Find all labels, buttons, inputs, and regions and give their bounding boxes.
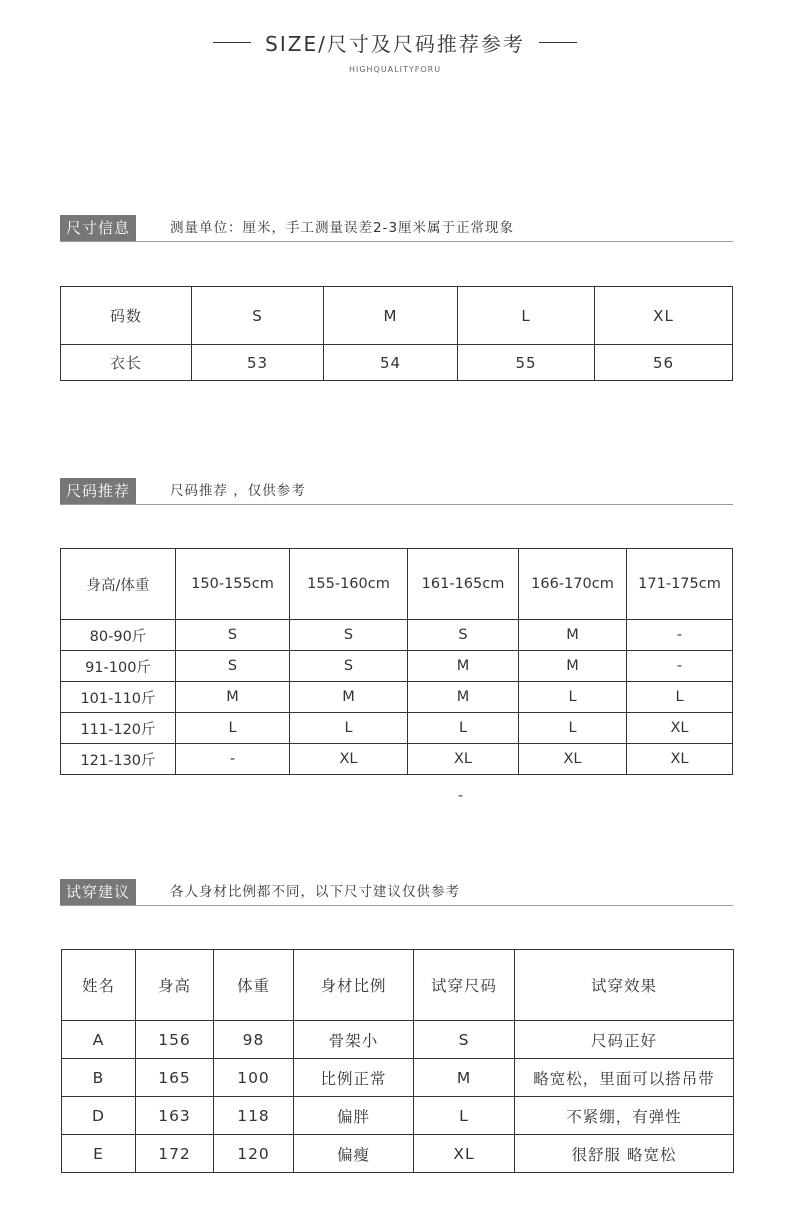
- table-header-cell: 161-165cm: [408, 549, 519, 620]
- table-cell: XL: [627, 744, 733, 775]
- title-right-rule: [539, 42, 577, 43]
- size-recommend-table: [60, 548, 733, 775]
- table-cell: 101-110斤: [61, 682, 176, 713]
- table-header-cell: 身高/体重: [61, 549, 176, 620]
- table-cell: XL: [290, 744, 408, 775]
- table-cell: 56: [595, 345, 733, 381]
- table-cell: L: [627, 682, 733, 713]
- table-header-cell: M: [324, 287, 458, 345]
- table-cell: S: [176, 620, 290, 651]
- table-cell: 偏胖: [294, 1097, 414, 1135]
- table-cell: 55: [458, 345, 595, 381]
- page-subtitle: HIGHQUALITYFORU: [348, 65, 442, 74]
- table-header-cell: S: [192, 287, 324, 345]
- table-cell: 98: [214, 1021, 294, 1059]
- table-header-row: [61, 549, 733, 620]
- section-size-info-header: [60, 215, 733, 242]
- table-row: [62, 1021, 734, 1059]
- table-header-cell: 171-175cm: [627, 549, 733, 620]
- table-header-cell: 姓名: [62, 950, 136, 1021]
- table-cell: M: [414, 1059, 515, 1097]
- table-header-row: [62, 950, 734, 1021]
- table-cell: XL: [519, 744, 627, 775]
- table-row: [62, 1135, 734, 1173]
- table-row: [61, 744, 733, 775]
- table-cell: L: [290, 713, 408, 744]
- table-header-cell: 试穿尺码: [414, 950, 515, 1021]
- table-cell: M: [519, 651, 627, 682]
- table-row: [61, 713, 733, 744]
- table-cell: L: [408, 713, 519, 744]
- table-row: [61, 682, 733, 713]
- table-cell: 118: [214, 1097, 294, 1135]
- section-try-on-desc: 各人身材比例都不同，以下尺寸建议仅供参考: [170, 884, 460, 900]
- table-row: [62, 1097, 734, 1135]
- table-cell: S: [176, 651, 290, 682]
- table-cell: B: [62, 1059, 136, 1097]
- size-info-table: [60, 286, 733, 381]
- section-size-info-desc: 测量单位：厘米，手工测量误差2-3厘米属于正常现象: [170, 220, 515, 236]
- table-cell: M: [176, 682, 290, 713]
- table-header-cell: L: [458, 287, 595, 345]
- page-title-row: [0, 28, 790, 57]
- table-cell: L: [519, 682, 627, 713]
- table-header-cell: 身材比例: [294, 950, 414, 1021]
- section-size-recommend-tag: 尺码推荐: [60, 478, 136, 504]
- title-left-rule: [213, 42, 251, 43]
- table-cell: 121-130斤: [61, 744, 176, 775]
- table-cell: XL: [627, 713, 733, 744]
- section-size-info-tag: 尺寸信息: [60, 215, 136, 241]
- table-cell: M: [408, 682, 519, 713]
- table-cell: 53: [192, 345, 324, 381]
- table-cell: M: [519, 620, 627, 651]
- table-row: [61, 345, 733, 381]
- try-on-table: [61, 949, 734, 1173]
- table-cell: 100: [214, 1059, 294, 1097]
- table-cell: XL: [414, 1135, 515, 1173]
- table-header-cell: 体重: [214, 950, 294, 1021]
- table-cell: 172: [136, 1135, 214, 1173]
- page-header: [0, 28, 790, 74]
- table-header-cell: XL: [595, 287, 733, 345]
- table-cell: S: [290, 620, 408, 651]
- table-header-cell: 试穿效果: [515, 950, 734, 1021]
- stray-dash-mark: -: [458, 788, 464, 804]
- table-cell: L: [519, 713, 627, 744]
- table-header-cell: 155-160cm: [290, 549, 408, 620]
- table-cell: E: [62, 1135, 136, 1173]
- table-cell: 很舒服 略宽松: [515, 1135, 734, 1173]
- table-cell: -: [627, 651, 733, 682]
- table-header-cell: 166-170cm: [519, 549, 627, 620]
- table-cell: -: [176, 744, 290, 775]
- table-cell: 111-120斤: [61, 713, 176, 744]
- table-cell: 120: [214, 1135, 294, 1173]
- table-cell: S: [408, 620, 519, 651]
- table-header-row: [61, 287, 733, 345]
- table-cell: 80-90斤: [61, 620, 176, 651]
- table-cell: 衣长: [61, 345, 192, 381]
- table-cell: 163: [136, 1097, 214, 1135]
- table-cell: 156: [136, 1021, 214, 1059]
- table-cell: -: [627, 620, 733, 651]
- table-row: [61, 651, 733, 682]
- table-header-cell: 身高: [136, 950, 214, 1021]
- table-cell: 165: [136, 1059, 214, 1097]
- page-title: SIZE/尺寸及尺码推荐参考: [265, 32, 525, 56]
- table-header-cell: 码数: [61, 287, 192, 345]
- table-cell: D: [62, 1097, 136, 1135]
- table-cell: M: [290, 682, 408, 713]
- table-cell: 不紧绷，有弹性: [515, 1097, 734, 1135]
- section-try-on-tag: 试穿建议: [60, 879, 136, 905]
- table-cell: M: [408, 651, 519, 682]
- section-size-recommend-desc: 尺码推荐 ，仅供参考: [170, 483, 306, 499]
- table-cell: 54: [324, 345, 458, 381]
- table-cell: L: [414, 1097, 515, 1135]
- table-row: [62, 1059, 734, 1097]
- section-size-recommend-header: [60, 478, 733, 505]
- section-try-on-header: [60, 879, 733, 906]
- table-cell: 略宽松，里面可以搭吊带: [515, 1059, 734, 1097]
- table-row: [61, 620, 733, 651]
- table-cell: A: [62, 1021, 136, 1059]
- table-cell: 骨架小: [294, 1021, 414, 1059]
- table-header-cell: 150-155cm: [176, 549, 290, 620]
- table-cell: S: [414, 1021, 515, 1059]
- table-cell: 偏瘦: [294, 1135, 414, 1173]
- table-cell: S: [290, 651, 408, 682]
- table-cell: 91-100斤: [61, 651, 176, 682]
- table-cell: 比例正常: [294, 1059, 414, 1097]
- table-cell: XL: [408, 744, 519, 775]
- table-cell: L: [176, 713, 290, 744]
- table-cell: 尺码正好: [515, 1021, 734, 1059]
